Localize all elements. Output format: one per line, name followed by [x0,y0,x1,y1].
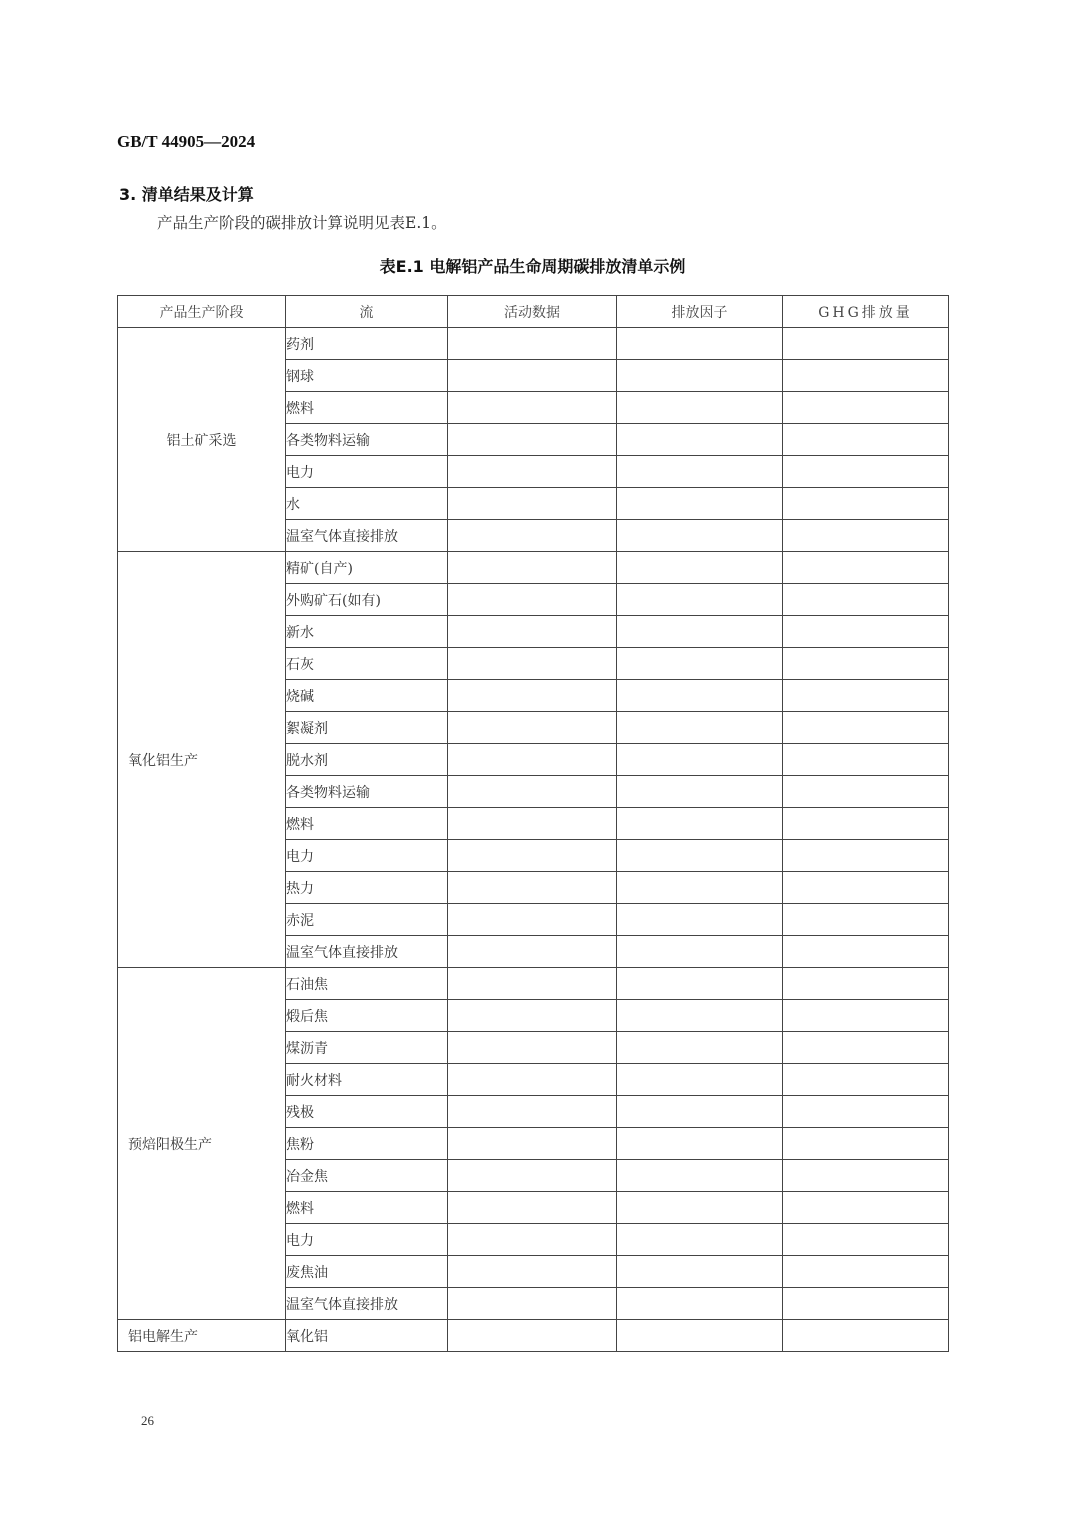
flow-cell: 残极 [286,1096,448,1128]
stage-cell: 氧化铝生产 [118,552,286,968]
activity-data-cell [448,872,617,904]
activity-data-cell [448,936,617,968]
ghg-emissions-cell [783,680,949,712]
table-row [118,552,949,584]
ghg-emissions-cell [783,1224,949,1256]
flow-cell: 耐火材料 [286,1064,448,1096]
flow-cell: 焦粉 [286,1128,448,1160]
activity-data-cell [448,1288,617,1320]
ghg-emissions-cell [783,1032,949,1064]
flow-cell: 氧化铝 [286,1320,448,1352]
activity-data-cell [448,1320,617,1352]
activity-data-cell [448,1256,617,1288]
ghg-emissions-cell [783,392,949,424]
ghg-emissions-cell [783,584,949,616]
flow-cell: 电力 [286,1224,448,1256]
flow-cell: 废焦油 [286,1256,448,1288]
emission-factor-cell [617,744,783,776]
stage-cell: 铝土矿采选 [118,328,286,552]
emission-factor-cell [617,680,783,712]
emission-factor-cell [617,584,783,616]
ghg-emissions-cell [783,872,949,904]
ghg-emissions-cell [783,1288,949,1320]
flow-cell: 药剂 [286,328,448,360]
ghg-emissions-cell [783,1000,949,1032]
emission-factor-cell [617,392,783,424]
emission-factor-cell [617,328,783,360]
emission-factor-cell [617,776,783,808]
header-flow: 流 [286,296,448,328]
ghg-emissions-cell [783,1320,949,1352]
flow-cell: 石油焦 [286,968,448,1000]
activity-data-cell [448,424,617,456]
emission-factor-cell [617,1032,783,1064]
activity-data-cell [448,840,617,872]
activity-data-cell [448,552,617,584]
activity-data-cell [448,488,617,520]
flow-cell: 赤泥 [286,904,448,936]
ghg-emissions-cell [783,648,949,680]
activity-data-cell [448,1128,617,1160]
header-stage: 产品生产阶段 [118,296,286,328]
ghg-emissions-cell [783,1096,949,1128]
ghg-emissions-cell [783,360,949,392]
emission-factor-cell [617,1256,783,1288]
flow-cell: 石灰 [286,648,448,680]
flow-cell: 各类物料运输 [286,424,448,456]
emission-factor-cell [617,488,783,520]
flow-cell: 热力 [286,872,448,904]
ghg-emissions-cell [783,1192,949,1224]
flow-cell: 温室气体直接排放 [286,1288,448,1320]
activity-data-cell [448,1192,617,1224]
flow-cell: 各类物料运输 [286,776,448,808]
standard-code: GB/T 44905—2024 [117,132,256,151]
activity-data-cell [448,392,617,424]
ghg-emissions-cell [783,424,949,456]
activity-data-cell [448,712,617,744]
ghg-emissions-cell [783,808,949,840]
activity-data-cell [448,1224,617,1256]
table-body [118,328,949,1352]
flow-cell: 絮凝剂 [286,712,448,744]
stage-cell: 铝电解生产 [118,1320,286,1352]
stage-cell: 预焙阳极生产 [118,968,286,1320]
emission-factor-cell [617,1096,783,1128]
page-number: 26 [141,1413,154,1428]
activity-data-cell [448,584,617,616]
intro-paragraph: 产品生产阶段的碳排放计算说明见表E.1。 [157,214,447,232]
activity-data-cell [448,808,617,840]
ghg-emissions-cell [783,328,949,360]
flow-cell: 水 [286,488,448,520]
ghg-emissions-cell [783,552,949,584]
flow-cell: 精矿(自产) [286,552,448,584]
activity-data-cell [448,1064,617,1096]
header-emission-factor: 排放因子 [617,296,783,328]
emission-factor-cell [617,872,783,904]
activity-data-cell [448,744,617,776]
emission-factor-cell [617,808,783,840]
emission-factor-cell [617,712,783,744]
flow-cell: 脱水剂 [286,744,448,776]
emission-factor-cell [617,1320,783,1352]
ghg-emissions-cell [783,744,949,776]
ghg-emissions-cell [783,616,949,648]
emission-factor-cell [617,1128,783,1160]
flow-cell: 冶金焦 [286,1160,448,1192]
ghg-emissions-cell [783,1128,949,1160]
activity-data-cell [448,1032,617,1064]
table-caption: 表E.1 电解铝产品生命周期碳排放清单示例 [379,257,686,276]
flow-cell: 温室气体直接排放 [286,520,448,552]
ghg-emissions-cell [783,520,949,552]
activity-data-cell [448,520,617,552]
section-title: 3. 清单结果及计算 [119,185,254,204]
emission-factor-cell [617,936,783,968]
table-row [118,1320,949,1352]
emission-factor-cell [617,616,783,648]
activity-data-cell [448,968,617,1000]
emission-factor-cell [617,648,783,680]
ghg-emissions-cell [783,488,949,520]
activity-data-cell [448,776,617,808]
emission-factor-cell [617,1160,783,1192]
table-header-row [118,296,949,328]
ghg-emissions-cell [783,904,949,936]
table-row [118,328,949,360]
emission-factor-cell [617,552,783,584]
flow-cell: 燃料 [286,808,448,840]
flow-cell: 烧碱 [286,680,448,712]
ghg-emissions-cell [783,1256,949,1288]
activity-data-cell [448,904,617,936]
flow-cell: 燃料 [286,392,448,424]
ghg-emissions-cell [783,968,949,1000]
emission-factor-cell [617,1064,783,1096]
activity-data-cell [448,1160,617,1192]
emission-factor-cell [617,904,783,936]
flow-cell: 煤沥青 [286,1032,448,1064]
flow-cell: 钢球 [286,360,448,392]
emission-factor-cell [617,1288,783,1320]
emission-inventory-table [117,295,949,1352]
activity-data-cell [448,680,617,712]
activity-data-cell [448,1096,617,1128]
ghg-emissions-cell [783,1160,949,1192]
ghg-emissions-cell [783,936,949,968]
ghg-emissions-cell [783,776,949,808]
emission-factor-cell [617,1224,783,1256]
activity-data-cell [448,616,617,648]
emission-factor-cell [617,1000,783,1032]
flow-cell: 电力 [286,456,448,488]
flow-cell: 外购矿石(如有) [286,584,448,616]
ghg-emissions-cell [783,1064,949,1096]
flow-cell: 燃料 [286,1192,448,1224]
emission-factor-cell [617,424,783,456]
activity-data-cell [448,456,617,488]
ghg-emissions-cell [783,712,949,744]
emission-factor-cell [617,968,783,1000]
activity-data-cell [448,648,617,680]
emission-factor-cell [617,840,783,872]
flow-cell: 新水 [286,616,448,648]
emission-factor-cell [617,520,783,552]
activity-data-cell [448,360,617,392]
flow-cell: 温室气体直接排放 [286,936,448,968]
emission-factor-cell [617,1192,783,1224]
activity-data-cell [448,328,617,360]
ghg-emissions-cell [783,456,949,488]
header-activity-data: 活动数据 [448,296,617,328]
flow-cell: 煅后焦 [286,1000,448,1032]
table-row [118,968,949,1000]
header-ghg-emissions: GHG排放量 [783,296,949,328]
ghg-emissions-cell [783,840,949,872]
emission-factor-cell [617,456,783,488]
activity-data-cell [448,1000,617,1032]
flow-cell: 电力 [286,840,448,872]
emission-factor-cell [617,360,783,392]
